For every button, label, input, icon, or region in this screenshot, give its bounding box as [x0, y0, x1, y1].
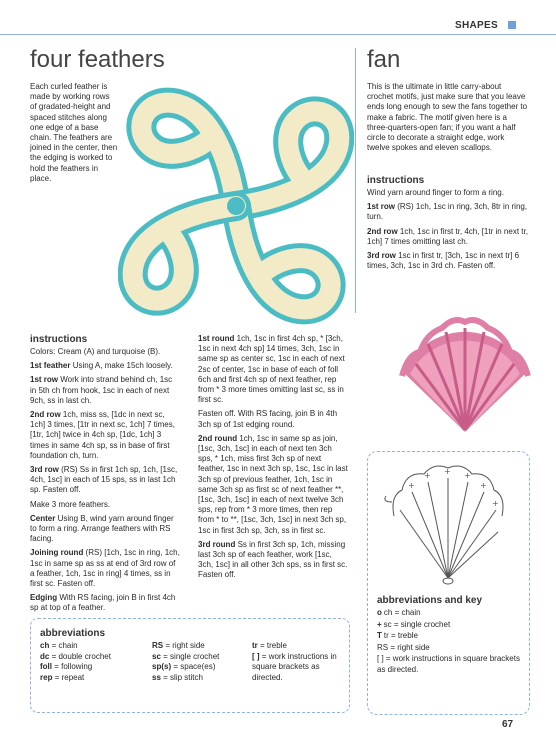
instruction-step: [30, 347, 180, 357]
abbreviations-title: abbreviations: [40, 628, 106, 639]
key-item: [377, 643, 523, 654]
step-text: Using A, make 15ch loosely.: [70, 361, 173, 371]
step-label: 3rd row: [367, 251, 396, 261]
instruction-step: [30, 593, 180, 613]
abbreviation-key: sp(s): [152, 662, 172, 671]
instruction-step: [198, 334, 348, 405]
abbreviation-item: [40, 652, 145, 663]
instruction-step: [367, 251, 529, 271]
svg-text:+: +: [444, 467, 451, 476]
abbreviation-value: = slip stitch: [163, 672, 203, 682]
key-item: [377, 620, 523, 631]
key-item: [377, 631, 523, 642]
abbreviation-value: = right side: [165, 641, 205, 650]
step-text: Work into strand behind ch, 1sc in 5th ch from hook, 1sc in each of next 9ch, ss in last ch.: [30, 375, 173, 405]
step-label: 1st row: [30, 375, 59, 385]
instructions-col-1: [30, 334, 180, 618]
abbreviation-item: [252, 641, 342, 652]
step-text: 1ch, 1sc in first tr, 4ch, [1tr in next tr, 1ch] 7 times omitting last ch.: [367, 226, 528, 246]
fan-intro: This is the ultimate in little carry-about crochet motifs, just make sure that you leave ends long enough to sew the fans together to make a fabric. The motif given here is a three-quarters-open fan; if you want a half circle to decorate a straight edge, work twelve spokes and eleven scallops.: [367, 82, 528, 153]
abbreviation-item: [40, 641, 145, 652]
step-label: Edging: [30, 593, 58, 603]
fan-instructions: [367, 175, 529, 275]
key-meaning: = work instructions in square brackets as directed.: [377, 654, 520, 674]
abbreviation-key: ss: [152, 672, 161, 682]
instructions-heading: instructions: [30, 334, 88, 345]
fan-motif-image: [398, 312, 532, 444]
key-meaning: = right side: [390, 642, 430, 652]
abbreviation-item: [252, 652, 342, 684]
abbreviation-key: sc: [152, 651, 161, 661]
abbreviation-key: [ ]: [252, 651, 260, 661]
section-header: SHAPES: [455, 20, 498, 31]
key-item: [377, 654, 523, 675]
step-text: 1ch, miss ss, [1dc in next sc, 1ch] 3 times, [1tr in next sc, 1ch] 7 times, [1tr, 1ch] twice in 4ch sp, [1dc, 1ch] 3 times in same 4ch sp, ss in base of first foundation ch, turn.: [30, 410, 175, 460]
column-divider: [355, 48, 356, 313]
abbreviation-item: [152, 662, 247, 673]
abbreviations-column: [252, 641, 342, 683]
abbreviations-list: [40, 641, 340, 711]
abbreviation-key: foll: [40, 662, 52, 671]
instruction-step: [30, 500, 180, 510]
step-text: 1sc in first tr, [3ch, 1sc in next tr] 6 times, 3ch, 1sc in 3rd ch. Fasten off.: [367, 251, 520, 271]
key-abbrev: ch: [383, 608, 393, 617]
step-text: 1ch, 1sc in same sp as join, [1sc, 3ch, 1sc] in each of next ten 3ch sps, * 1ch, miss first 3ch sp of next feather, 1sc in next 3ch sp, 1sc, 1sc in last 3ch sp of previous feather, 1ch, 1sc in same 3ch sp as first sc of next feather **, [1sc, 3ch, 1sc] in each of next twelve 3ch sps, rep from * 3 more times, then rep from * to **, [1sc, 3ch, 1sc] in next 3ch sp, 1sc in first 3ch sp, 3ch, ss in first sc.: [198, 433, 348, 535]
page-number: 67: [502, 719, 514, 730]
four-feathers-intro: Each curled feather is made by working rows of gradated-height and spaced stitches along one edge of a base chain. The feathers are joined in the center, then the edging is worked to hold the feathers in place.: [30, 82, 118, 183]
abbreviation-item: [40, 662, 145, 673]
instruction-step: [30, 361, 180, 371]
step-text: (RS) Ss in first 1ch sp, 1ch, [1sc, 4ch, 1sc] in each of 15 sps, ss in last 1ch sp. Fasten off.: [30, 465, 178, 495]
step-text: Ss in first 3ch sp, 1ch, missing last 3ch sp of each feather, work [1sc, 3ch, 1sc] in all other 3ch sps, ss in first sc. Fasten off.: [198, 539, 348, 580]
instruction-step: [367, 202, 529, 222]
key-abbrev: [ ]: [377, 654, 384, 663]
page-title-fan: fan: [367, 46, 401, 73]
key-symbol-icon: o: [377, 608, 382, 617]
step-label: 1st round: [198, 334, 235, 343]
four-feathers-motif-image: [118, 82, 354, 330]
abbreviation-value: = single crochet: [163, 651, 220, 661]
section-marker: [508, 21, 516, 29]
abbreviation-key: ch: [40, 641, 50, 650]
instruction-step: [367, 227, 529, 247]
fan-key-title: abbreviations and key: [377, 595, 483, 606]
page-title-four-feathers: four feathers: [30, 46, 165, 73]
instruction-step: [30, 375, 180, 406]
instruction-step: [367, 188, 529, 198]
svg-text:+: +: [424, 471, 431, 480]
instruction-step: [198, 409, 348, 429]
step-label: Joining round: [30, 548, 84, 558]
abbreviation-item: [152, 673, 247, 684]
abbreviation-item: [152, 652, 247, 663]
step-label: 1st feather: [30, 361, 71, 371]
key-item: [377, 608, 523, 619]
step-text: Fasten off. With RS facing, join B in 4th 3ch sp of 1st edging round.: [198, 409, 338, 429]
abbreviations-column: [152, 641, 247, 683]
step-text: Using B, wind yarn around finger to form a ring. Arrange feathers with RS facing.: [30, 513, 174, 544]
step-text: Wind yarn around finger to form a ring.: [367, 188, 504, 197]
instruction-step: [30, 465, 180, 496]
fan-key-list: [377, 608, 523, 676]
step-label: 2nd row: [30, 410, 61, 420]
svg-text:+: +: [408, 481, 415, 490]
abbreviation-value: = treble: [260, 641, 287, 650]
abbreviation-key: tr: [252, 641, 258, 650]
step-text: 1ch, 1sc in first 4ch sp, * [3ch, 1sc in next 4ch sp] 14 times, 3ch, 1sc in same sp as center sc, 1sc in each of next 2sc of center, 1sc in base of each of foll 6ch and first 4ch sp of next feather, rep from * 3 more times omitting last sc, ss in first sc.: [198, 334, 345, 405]
abbreviation-value: = space(es): [173, 662, 216, 671]
abbreviation-value: = work instructions in square brackets as directed.: [252, 651, 337, 682]
step-label: 3rd row: [30, 465, 59, 475]
key-abbrev: tr: [383, 631, 389, 640]
step-label: 2nd round: [198, 433, 238, 443]
abbreviation-key: rep: [40, 672, 53, 682]
abbreviation-key: dc: [40, 651, 50, 661]
step-text: (RS) 1ch, 1sc in ring, 3ch, 8tr in ring, turn.: [367, 202, 528, 222]
svg-text:+: +: [492, 499, 499, 508]
key-symbol-icon: T: [377, 631, 382, 640]
step-text: (RS) [1ch, 1sc in ring, 1ch, 1sc in same sp as ss at end of 3rd row of a feather, 1ch, 1sc in ring] 4 times, ss in first sc. Fasten off.: [30, 548, 180, 589]
key-meaning: = chain: [394, 608, 421, 617]
instruction-step: [30, 514, 180, 545]
step-label: 1st row: [367, 202, 396, 212]
key-abbrev: RS: [377, 642, 389, 652]
abbreviation-value: = repeat: [54, 672, 85, 682]
instructions-col-2: [198, 334, 348, 585]
key-abbrev: sc: [383, 619, 392, 629]
abbreviation-value: = following: [54, 662, 93, 671]
abbreviation-key: RS: [152, 641, 164, 650]
step-label: Center: [30, 513, 56, 523]
key-meaning: = treble: [391, 631, 418, 640]
instruction-step: [198, 434, 348, 536]
key-symbol-icon: +: [377, 619, 382, 629]
abbreviations-column: [40, 641, 145, 683]
step-text: With RS facing, join B in first 4ch sp at top of a feather.: [30, 593, 176, 613]
svg-text:+: +: [464, 471, 471, 480]
header-rule: [0, 34, 556, 35]
step-text: Make 3 more feathers.: [30, 499, 111, 509]
instruction-step: [30, 410, 180, 461]
fan-chart-diagram: [372, 456, 524, 592]
fan-instructions-heading: instructions: [367, 175, 425, 186]
key-meaning: = single crochet: [393, 619, 451, 629]
abbreviation-value: = double crochet: [51, 651, 111, 661]
abbreviation-value: = chain: [51, 641, 78, 650]
abbreviation-item: [40, 673, 145, 684]
svg-text:+: +: [480, 481, 487, 490]
instruction-step: [198, 540, 348, 581]
step-text: Colors: Cream (A) and turquoise (B).: [30, 347, 161, 356]
step-label: 3rd round: [198, 539, 236, 549]
instruction-step: [30, 548, 180, 589]
abbreviation-item: [152, 641, 247, 652]
step-label: 2nd row: [367, 226, 398, 236]
